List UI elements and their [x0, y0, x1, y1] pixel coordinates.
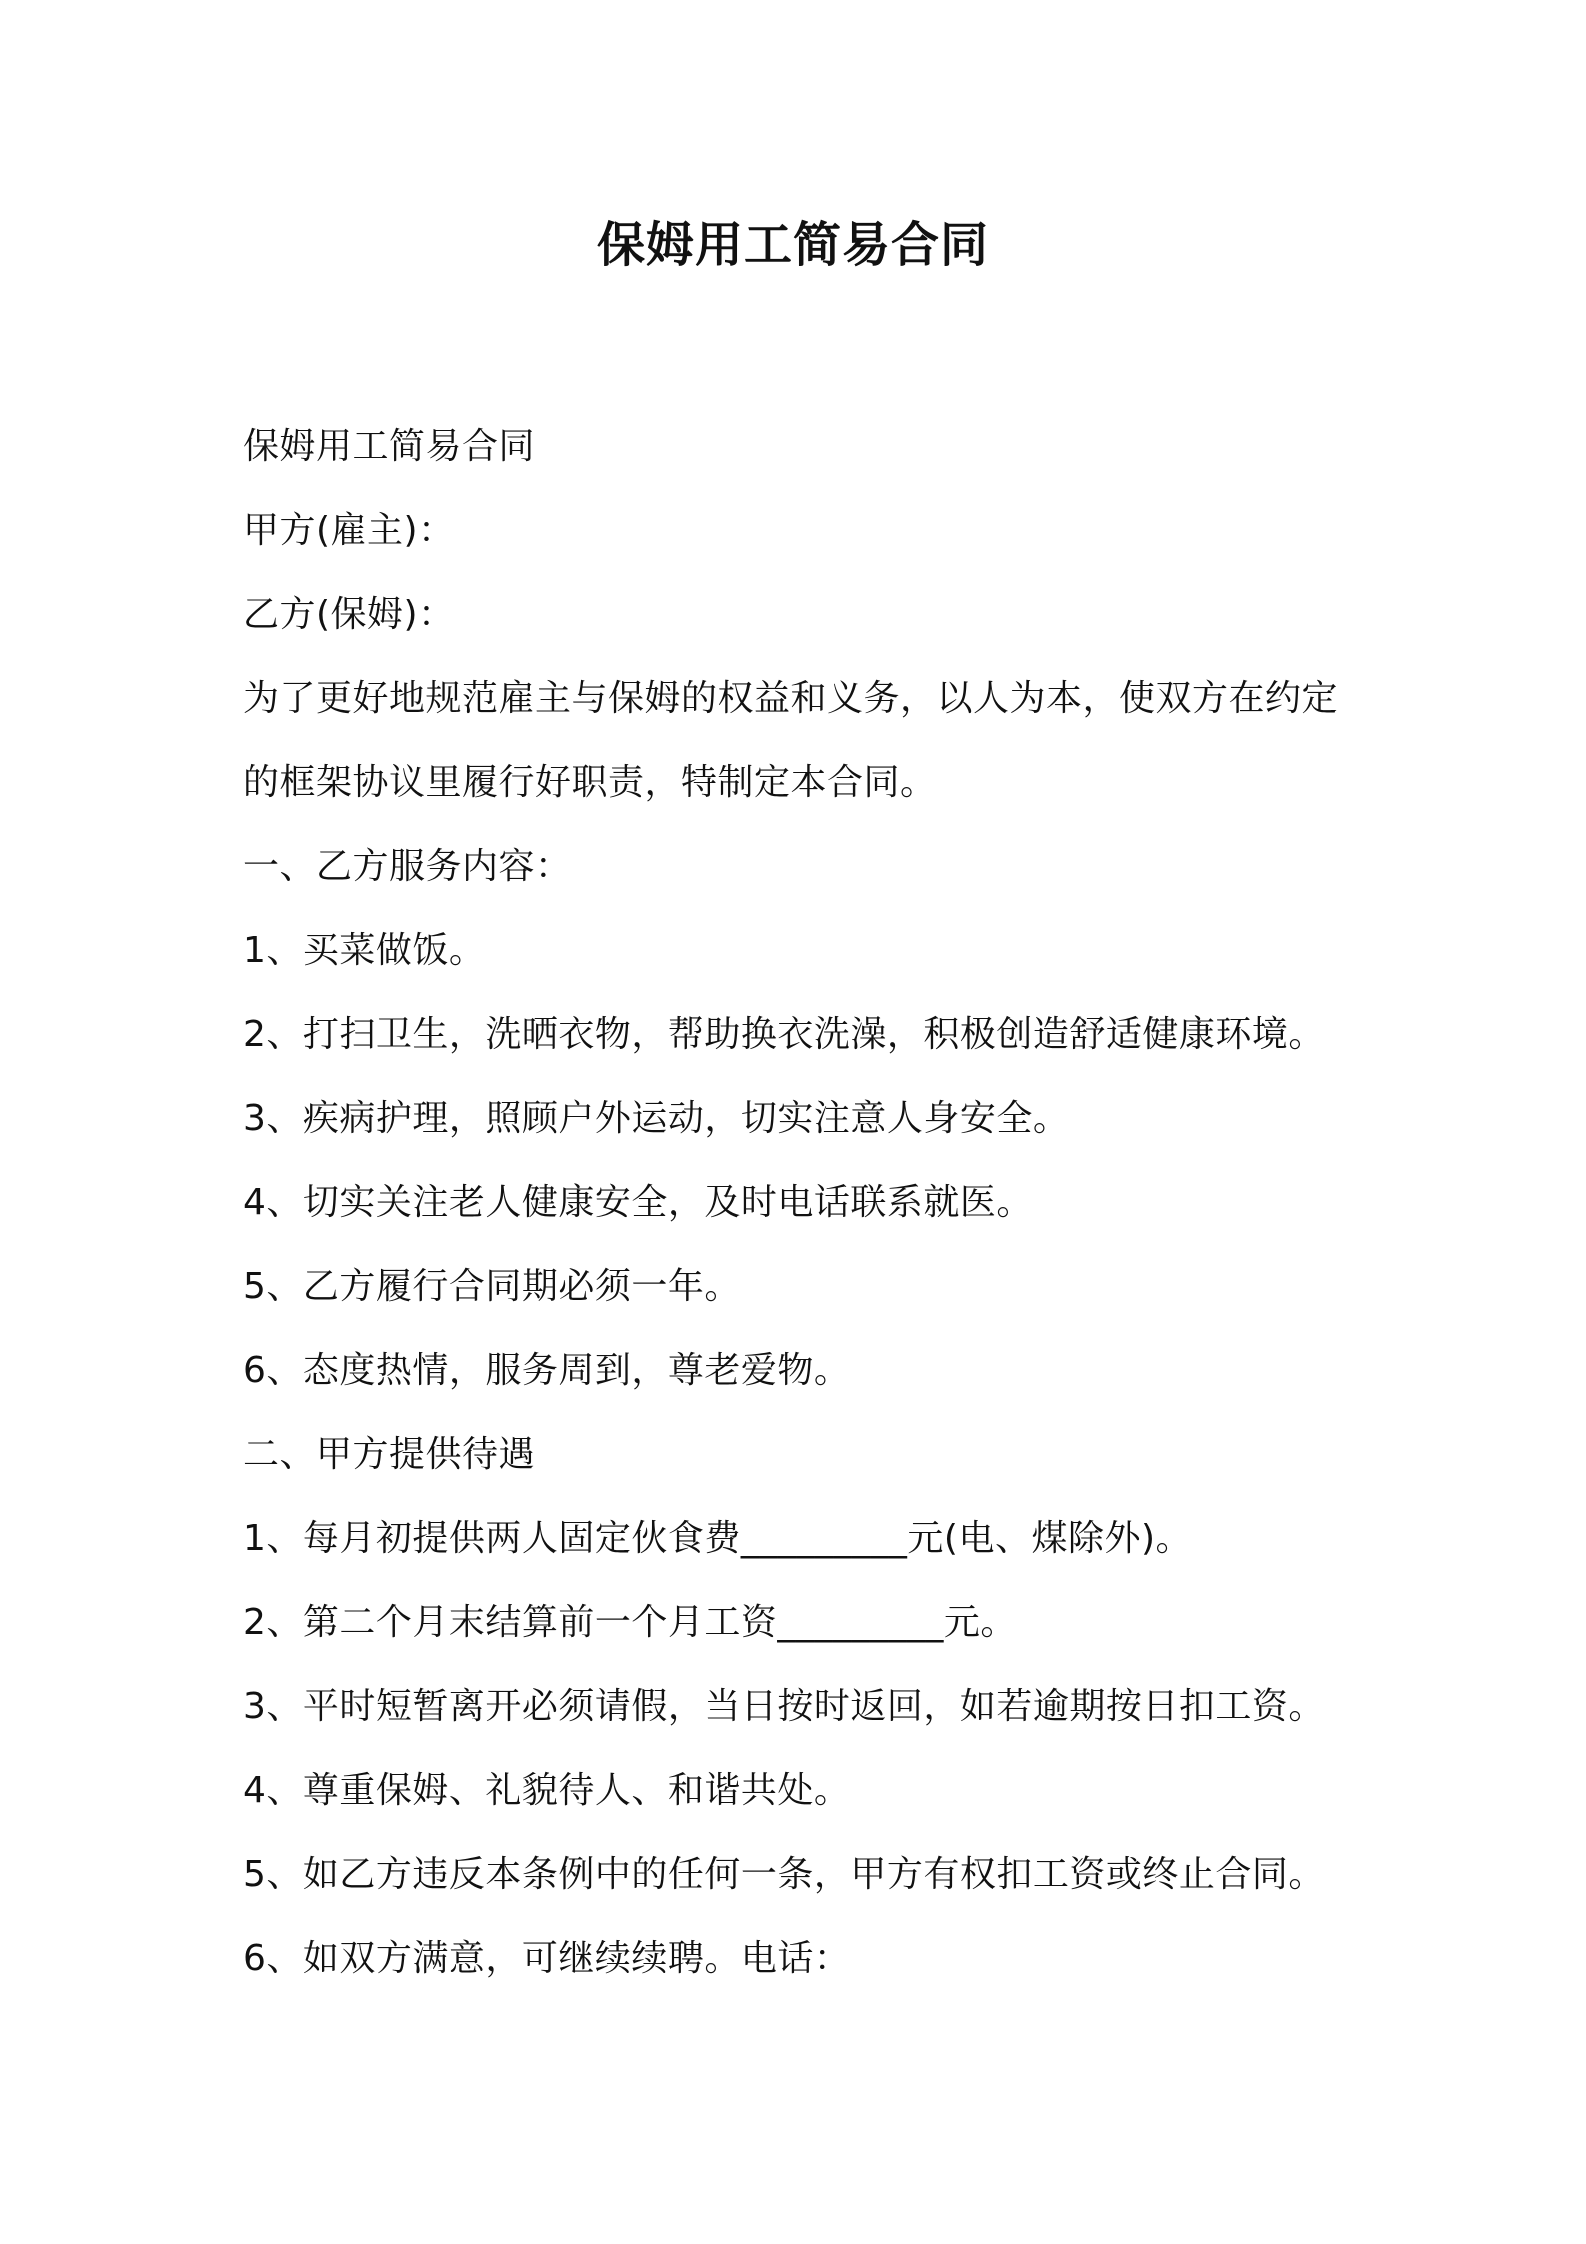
- clause-2-6: 6、如双方满意，可继续续聘。电话：: [243, 1938, 851, 1979]
- clause-1-3: 3、疾病护理，照顾户外运动，切实注意人身安全。: [243, 1098, 1070, 1139]
- party-a-line: 甲方(雇主)：: [243, 510, 455, 551]
- preamble-line-1: 为了更好地规范雇主与保姆的权益和义务，以人为本，使双方在约定: [243, 678, 1339, 719]
- clause-1-4: 4、切实关注老人健康安全，及时电话联系就医。: [243, 1182, 1033, 1223]
- preamble-line-2: 的框架协议里履行好职责，特制定本合同。: [243, 762, 937, 803]
- clause-1-5: 5、乙方履行合同期必须一年。: [243, 1266, 741, 1307]
- clause-1-6: 6、态度热情，服务周到，尊老爱物。: [243, 1350, 851, 1391]
- document-body: [243, 405, 1373, 2001]
- clause-2-2: 2、第二个月末结算前一个月工资_________元。: [243, 1602, 1017, 1643]
- clause-1-1: 1、买菜做饭。: [243, 930, 486, 971]
- clause-2-4: 4、尊重保姆、礼貌待人、和谐共处。: [243, 1770, 851, 1811]
- document-title: 保姆用工简易合同: [596, 217, 989, 273]
- section-heading-2: 二、甲方提供待遇: [243, 1434, 536, 1475]
- clause-2-3: 3、平时短暂离开必须请假，当日按时返回，如若逾期按日扣工资。: [243, 1686, 1325, 1727]
- clause-1-2: 2、打扫卫生，洗晒衣物，帮助换衣洗澡，积极创造舒适健康环境。: [243, 1014, 1325, 1055]
- subtitle-line: 保姆用工简易合同: [243, 426, 536, 467]
- section-heading-1: 一、乙方服务内容：: [243, 846, 572, 887]
- party-b-line: 乙方(保姆)：: [243, 594, 455, 635]
- clause-2-5: 5、如乙方违反本条例中的任何一条，甲方有权扣工资或终止合同。: [243, 1854, 1325, 1895]
- clause-2-1: 1、每月初提供两人固定伙食费_________元(电、煤除外)。: [243, 1518, 1192, 1559]
